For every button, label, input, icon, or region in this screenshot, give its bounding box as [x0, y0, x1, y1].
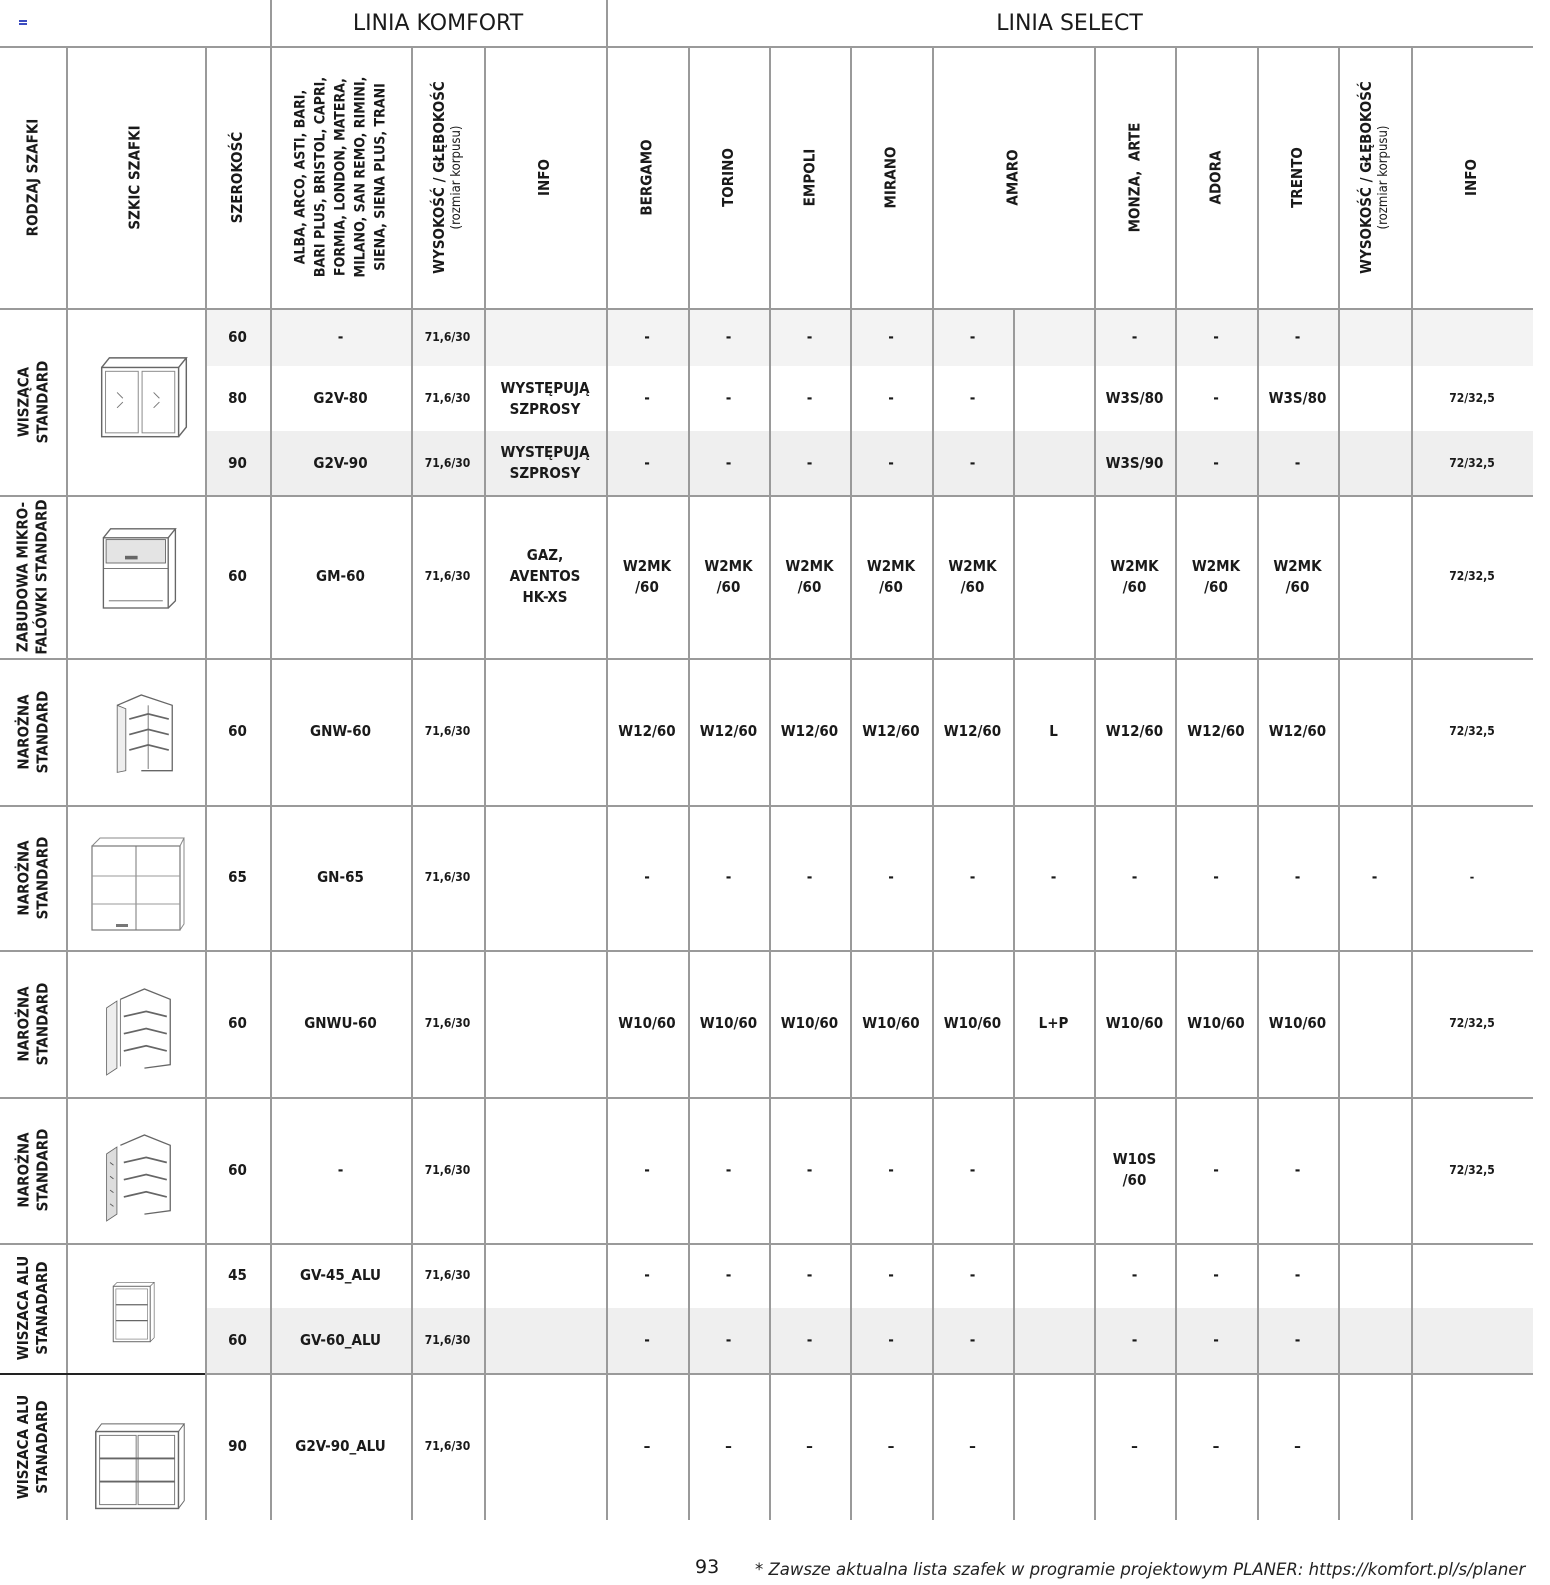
select-code-cell: – [725, 1437, 732, 1455]
select-code-cell: - [644, 868, 650, 886]
komfort-code-cell: - [337, 1160, 344, 1179]
select-code-cell: - [806, 1331, 813, 1349]
select-code-cell: - [644, 389, 650, 407]
select-code-cell: - [725, 1331, 732, 1349]
cabinet-sketch-corner-shelf-cabinet-open-door-alt [98, 978, 184, 1086]
select-dims-cell [1338, 1308, 1411, 1373]
select-code-cell: W2MK /60 [785, 556, 834, 596]
komfort-dims-cell: 71,6/30 [424, 870, 471, 884]
width-cell: 90 [228, 1437, 247, 1455]
select-code-cell: - [725, 389, 732, 407]
cabinet-sketch-alu-frame-single-cabinet [104, 1264, 170, 1364]
select-code-cell: - [1294, 1160, 1301, 1179]
select-code-cell: - [1131, 868, 1138, 886]
width-cell: 60 [228, 1331, 247, 1349]
width-cell: 60 [228, 1014, 247, 1032]
select-code-cell: W10/60 [943, 1014, 1002, 1032]
column-header-label: MONZA, ARTE [1125, 122, 1143, 232]
column-header-empoli [769, 46, 850, 308]
komfort-code-cell: GNWU-60 [304, 1014, 377, 1032]
select-code-cell: W10/60 [1187, 1014, 1245, 1032]
width-cell: 90 [228, 453, 247, 472]
select-code-cell: W12/60 [780, 722, 839, 740]
cabinet-type [0, 950, 66, 1097]
select-code-cell: - [888, 1331, 894, 1349]
select-code-cell: - [1213, 868, 1219, 886]
select-code-cell: - [888, 1160, 894, 1179]
select-code-cell: - [806, 1160, 813, 1179]
select-code-cell: - [644, 1331, 650, 1349]
width-cell: 60 [228, 722, 247, 740]
column-header-label: SZKIC SZAFKI [125, 124, 144, 230]
select-code-cell: - [1131, 327, 1138, 346]
grid-line [0, 1243, 1533, 1245]
select-code-cell [1013, 431, 1094, 495]
column-header-bergamo [606, 46, 688, 308]
select-code-cell: - [644, 1266, 650, 1284]
grid-line [0, 1097, 1533, 1099]
grid-line [0, 1373, 1533, 1374]
komfort-dims-cell: 71,6/30 [424, 569, 471, 583]
select-info-cell [1411, 1243, 1533, 1308]
komfort-code-cell: - [337, 327, 344, 346]
flag-icon [19, 20, 27, 27]
grid-line [0, 658, 1533, 660]
select-code-cell: W2MK /60 [1191, 556, 1241, 596]
column-header-label: INFO [1462, 158, 1481, 196]
select-code-cell: - [1213, 327, 1219, 346]
select-code-cell: - [806, 453, 813, 472]
select-code-cell [1013, 495, 1094, 658]
column-header-trento [1257, 46, 1338, 308]
select-code-cell: W3S/90 [1105, 453, 1164, 472]
select-code-cell: L+P [1038, 1014, 1069, 1032]
komfort-info-cell [484, 308, 606, 366]
grid-line [1257, 46, 1259, 1520]
select-code-cell: - [1213, 453, 1219, 472]
select-code-cell: L [1049, 722, 1058, 740]
komfort-code-cell: GV-45_ALU [299, 1266, 382, 1284]
komfort-code-cell: GN-65 [317, 868, 364, 886]
komfort-code-cell: GNW-60 [310, 722, 371, 740]
komfort-info-cell [484, 1097, 606, 1243]
group-header-komfort: LINIA KOMFORT [352, 10, 524, 36]
grid-line [850, 46, 852, 1520]
komfort-info-cell: WYSTĘPUJĄ SZPROSY [500, 378, 590, 418]
komfort-dims-cell: 71,6/30 [424, 1439, 471, 1453]
column-header-label: INFO [535, 158, 554, 196]
cabinet-type [0, 658, 66, 805]
select-code-cell: - [1294, 868, 1301, 886]
select-code-cell: W2MK /60 [1273, 556, 1322, 596]
select-code-cell: - [725, 327, 732, 346]
grid-line [1338, 46, 1340, 1520]
komfort-dims-cell: 71,6/30 [424, 391, 471, 405]
select-code-cell: W10S /60 [1112, 1150, 1157, 1189]
select-code-cell: - [725, 453, 732, 472]
width-cell: 60 [228, 1160, 247, 1179]
cabinet-type [0, 495, 66, 658]
select-code-cell [1013, 1243, 1094, 1308]
cabinet-type-label: ZABUDOWA MIKRO- FALÓWKI STANDARD [14, 498, 52, 655]
select-code-cell: – [806, 1437, 813, 1455]
select-code-cell: - [644, 453, 650, 472]
select-code-cell: W12/60 [1105, 722, 1164, 740]
select-code-cell: W3S/80 [1268, 389, 1327, 407]
komfort-info-cell: WYSTĘPUJĄ SZPROSY [500, 443, 590, 482]
select-code-cell: W2MK /60 [866, 556, 916, 596]
select-info-cell [1411, 1373, 1533, 1520]
column-header-komfort-fronts [270, 46, 411, 308]
select-code-cell: W10/60 [1268, 1014, 1327, 1032]
column-header-label: WYSOKOŚĆ / GŁĘBOKOŚĆ (rozmiar korpusu) [1357, 80, 1392, 274]
column-header-label: ALBA, ARCO, ASTI, BARI, BARI PLUS, BRISTOL, CAPRI, FORMIA, LONDON, MATERA, MILANO, SAN REMO, RIMINI, SIENA, SIENA PLUS, TRANI [292, 76, 389, 278]
komfort-dims-cell: 71,6/30 [424, 1333, 471, 1347]
column-header-select-dims [1338, 46, 1411, 308]
select-code-cell: W10/60 [862, 1014, 920, 1032]
select-code-cell: - [1294, 1331, 1301, 1349]
cabinet-type-label: WISZACA ALU STANADARD [14, 1394, 51, 1499]
select-code-cell: – [1131, 1437, 1138, 1455]
select-dims-cell: - [1371, 868, 1378, 886]
select-code-cell: - [1213, 1331, 1219, 1349]
column-header-komfort-info [484, 46, 606, 308]
column-header-select-info [1411, 46, 1533, 308]
grid-line [1175, 46, 1177, 1520]
column-header-label: SZEROKOŚĆ [228, 131, 246, 223]
komfort-info-cell [484, 1243, 606, 1308]
cabinet-sketch-glass-double-door-wall-cabinet [94, 354, 194, 454]
cabinet-type [0, 1373, 66, 1520]
cabinet-type-label: NAROŻNA STANDARD [14, 690, 51, 773]
grid-line [1094, 46, 1096, 1520]
column-header-sublabel: (rozmiar korpusu) [449, 125, 465, 229]
select-code-cell: W2MK /60 [1110, 556, 1159, 596]
column-header-label: AMARO [1003, 148, 1022, 206]
width-cell: 60 [228, 567, 247, 585]
cabinet-sketch-alu-frame-double-cabinet [90, 1420, 190, 1520]
column-header-torino [688, 46, 769, 308]
select-code-cell: - [1213, 1266, 1219, 1284]
grid-line [0, 495, 1533, 497]
select-code-cell: - [1131, 1331, 1138, 1349]
select-dims-cell [1338, 658, 1411, 805]
select-code-cell: W3S/80 [1105, 389, 1164, 407]
komfort-dims-cell: 71,6/30 [424, 724, 471, 738]
select-code-cell: - [969, 868, 976, 886]
select-code-cell: - [725, 1160, 732, 1179]
select-code-cell: - [806, 389, 813, 407]
komfort-info-cell: GAZ, AVENTOS HK-XS [509, 546, 581, 606]
column-header-label: EMPOLI [799, 148, 818, 206]
select-code-cell: - [1294, 1266, 1301, 1284]
select-code-cell: W10/60 [1105, 1014, 1164, 1032]
width-cell: 80 [228, 389, 247, 407]
select-code-cell: - [1294, 327, 1301, 346]
select-code-cell: W10/60 [618, 1014, 676, 1032]
cabinet-type-label: NAROŻNA STANDARD [14, 1128, 51, 1212]
select-code-cell: W12/60 [618, 722, 676, 740]
cabinet-type [0, 1097, 66, 1243]
select-code-cell: W12/60 [1187, 722, 1245, 740]
cabinet-type-label: NAROŻNA STANDARD [14, 982, 51, 1065]
cabinet-sketch-corner-glass-door-cabinet [98, 1124, 184, 1232]
select-code-cell: – [1212, 1437, 1220, 1455]
column-header-label: TRENTO [1287, 146, 1306, 208]
select-code-cell: - [806, 327, 813, 346]
select-dims-cell [1338, 950, 1411, 1097]
cabinet-type-label: NAROŻNA STANDARD [14, 836, 51, 919]
grid-line [1411, 46, 1413, 1520]
width-cell: 60 [228, 327, 247, 346]
select-code-cell [1013, 308, 1094, 366]
cabinet-sketch-corner-shelf-cabinet-open-door [100, 684, 186, 792]
select-code-cell: - [888, 389, 894, 407]
select-code-cell: - [969, 453, 976, 472]
grid-line [688, 46, 690, 1520]
select-code-cell: W10/60 [780, 1014, 839, 1032]
select-code-cell: - [969, 327, 976, 346]
column-header-szkic [66, 46, 205, 308]
width-cell: 65 [228, 868, 247, 886]
komfort-code-cell: G2V-80 [313, 389, 368, 407]
select-code-cell: - [725, 868, 732, 886]
column-header-label: MIRANO [881, 145, 900, 209]
select-info-cell: - [1469, 870, 1475, 884]
komfort-dims-cell: 71,6/30 [424, 1016, 471, 1030]
select-code-cell: - [806, 868, 813, 886]
cabinet-type-label: WISZĄCA STANDARD [14, 360, 51, 443]
komfort-code-cell: G2V-90_ALU [295, 1437, 386, 1455]
select-code-cell: W2MK /60 [948, 556, 997, 596]
select-code-cell: – [1294, 1437, 1301, 1455]
grid-line [66, 46, 68, 1520]
select-code-cell: W10/60 [699, 1014, 758, 1032]
column-header-sublabel: (rozmiar korpusu) [1376, 125, 1392, 229]
komfort-dims-cell: 71,6/30 [424, 455, 471, 470]
grid-line [0, 308, 1533, 310]
select-info-cell: 72/32,5 [1449, 569, 1495, 583]
select-code-cell [1013, 1308, 1094, 1373]
select-code-cell: - [888, 1266, 894, 1284]
select-code-cell: W2MK /60 [622, 556, 672, 596]
column-header-label: TORINO [718, 147, 737, 207]
komfort-info-cell [484, 658, 606, 805]
select-code-cell: - [969, 389, 976, 407]
select-info-cell: 72/32,5 [1449, 1162, 1495, 1177]
komfort-code-cell: G2V-90 [313, 453, 368, 472]
grid-line [1013, 308, 1015, 1520]
column-header-komfort-dims [411, 46, 484, 308]
page-number: 93 [695, 1556, 720, 1578]
cabinet-type [0, 805, 66, 950]
column-header-label: WYSOKOŚĆ / GŁĘBOKOŚĆ (rozmiar korpusu) [430, 80, 465, 274]
column-header-adora [1175, 46, 1257, 308]
select-code-cell: W12/60 [862, 722, 920, 740]
select-code-cell: – [969, 1437, 976, 1455]
select-dims-cell [1338, 431, 1411, 495]
column-header-szerokosc [205, 46, 270, 308]
grid-line [0, 1373, 205, 1375]
select-code-cell: - [969, 1160, 976, 1179]
select-code-cell: - [969, 1266, 976, 1284]
column-header-rodzaj [0, 46, 66, 308]
cabinet-type-label: WISZACA ALU STANADARD [14, 1255, 51, 1361]
select-code-cell: - [806, 1266, 813, 1284]
select-dims-cell [1338, 495, 1411, 658]
select-code-cell: - [969, 1331, 976, 1349]
select-code-cell: – [887, 1437, 895, 1455]
select-code-cell: - [888, 453, 894, 472]
select-info-cell [1411, 1308, 1533, 1373]
grid-line [0, 950, 1533, 952]
select-code-cell [1013, 1373, 1094, 1520]
group-header-select: LINIA SELECT [996, 10, 1143, 36]
grid-line [484, 46, 486, 1520]
komfort-info-cell [484, 950, 606, 1097]
komfort-info-cell [484, 1373, 606, 1520]
cabinet-type [0, 308, 66, 495]
select-code-cell: - [888, 327, 894, 346]
select-code-cell [1013, 1097, 1094, 1243]
select-info-cell [1411, 308, 1533, 366]
komfort-dims-cell: 71,6/30 [424, 329, 471, 344]
select-code-cell: - [725, 1266, 732, 1284]
select-code-cell: W12/60 [943, 722, 1002, 740]
select-code-cell: - [888, 868, 894, 886]
width-cell: 45 [228, 1266, 247, 1284]
select-dims-cell [1338, 1243, 1411, 1308]
select-info-cell: 72/32,5 [1449, 391, 1495, 405]
select-code-cell: - [1213, 389, 1219, 407]
select-code-cell: - [1131, 1266, 1138, 1284]
select-code-cell: - [1050, 868, 1057, 886]
select-info-cell: 72/32,5 [1449, 724, 1495, 738]
komfort-info-cell [484, 1308, 606, 1373]
komfort-info-cell [484, 805, 606, 950]
select-info-cell: 72/32,5 [1449, 455, 1495, 470]
grid-line [205, 46, 207, 1520]
footnote: * Zawsze aktualna lista szafek w programie projektowym PLANER: https://komfort.pl/s/planer [755, 1560, 1526, 1579]
select-code-cell: W2MK /60 [704, 556, 753, 596]
cabinet-type [0, 1243, 66, 1373]
grid-line [0, 46, 1533, 48]
select-code-cell: - [644, 327, 650, 346]
komfort-code-cell: GM-60 [316, 567, 365, 585]
grid-line [270, 0, 272, 1520]
select-code-cell: - [1294, 453, 1301, 472]
grid-line [0, 805, 1533, 807]
column-header-monza-arte [1094, 46, 1175, 308]
cabinet-sketch-microwave-housing-cabinet [98, 520, 188, 624]
select-dims-cell [1338, 366, 1411, 431]
grid-line [411, 46, 413, 1520]
grid-line [769, 46, 771, 1520]
select-code-cell: – [643, 1437, 651, 1455]
select-code-cell: - [644, 1160, 650, 1179]
select-code-cell [1013, 366, 1094, 431]
select-code-cell: W12/60 [1268, 722, 1327, 740]
grid-line [606, 0, 608, 1520]
column-header-label: RODZAJ SZAFKI [23, 118, 42, 236]
cabinet-sketch-corner-cabinet-l-shape [88, 836, 188, 940]
select-dims-cell [1338, 308, 1411, 366]
select-dims-cell [1338, 1097, 1411, 1243]
select-code-cell: - [1213, 1160, 1219, 1179]
select-dims-cell [1338, 1373, 1411, 1520]
select-code-cell: W12/60 [699, 722, 758, 740]
komfort-dims-cell: 71,6/30 [424, 1162, 471, 1177]
column-header-mirano [850, 46, 932, 308]
column-header-amaro [932, 46, 1094, 308]
komfort-code-cell: GV-60_ALU [299, 1331, 382, 1349]
column-header-label: BERGAMO [637, 138, 656, 216]
column-header-label: ADORA [1206, 150, 1225, 204]
grid-line [0, 1243, 205, 1245]
grid-line [932, 46, 934, 1520]
select-info-cell: 72/32,5 [1449, 1016, 1495, 1030]
komfort-dims-cell: 71,6/30 [424, 1268, 471, 1282]
